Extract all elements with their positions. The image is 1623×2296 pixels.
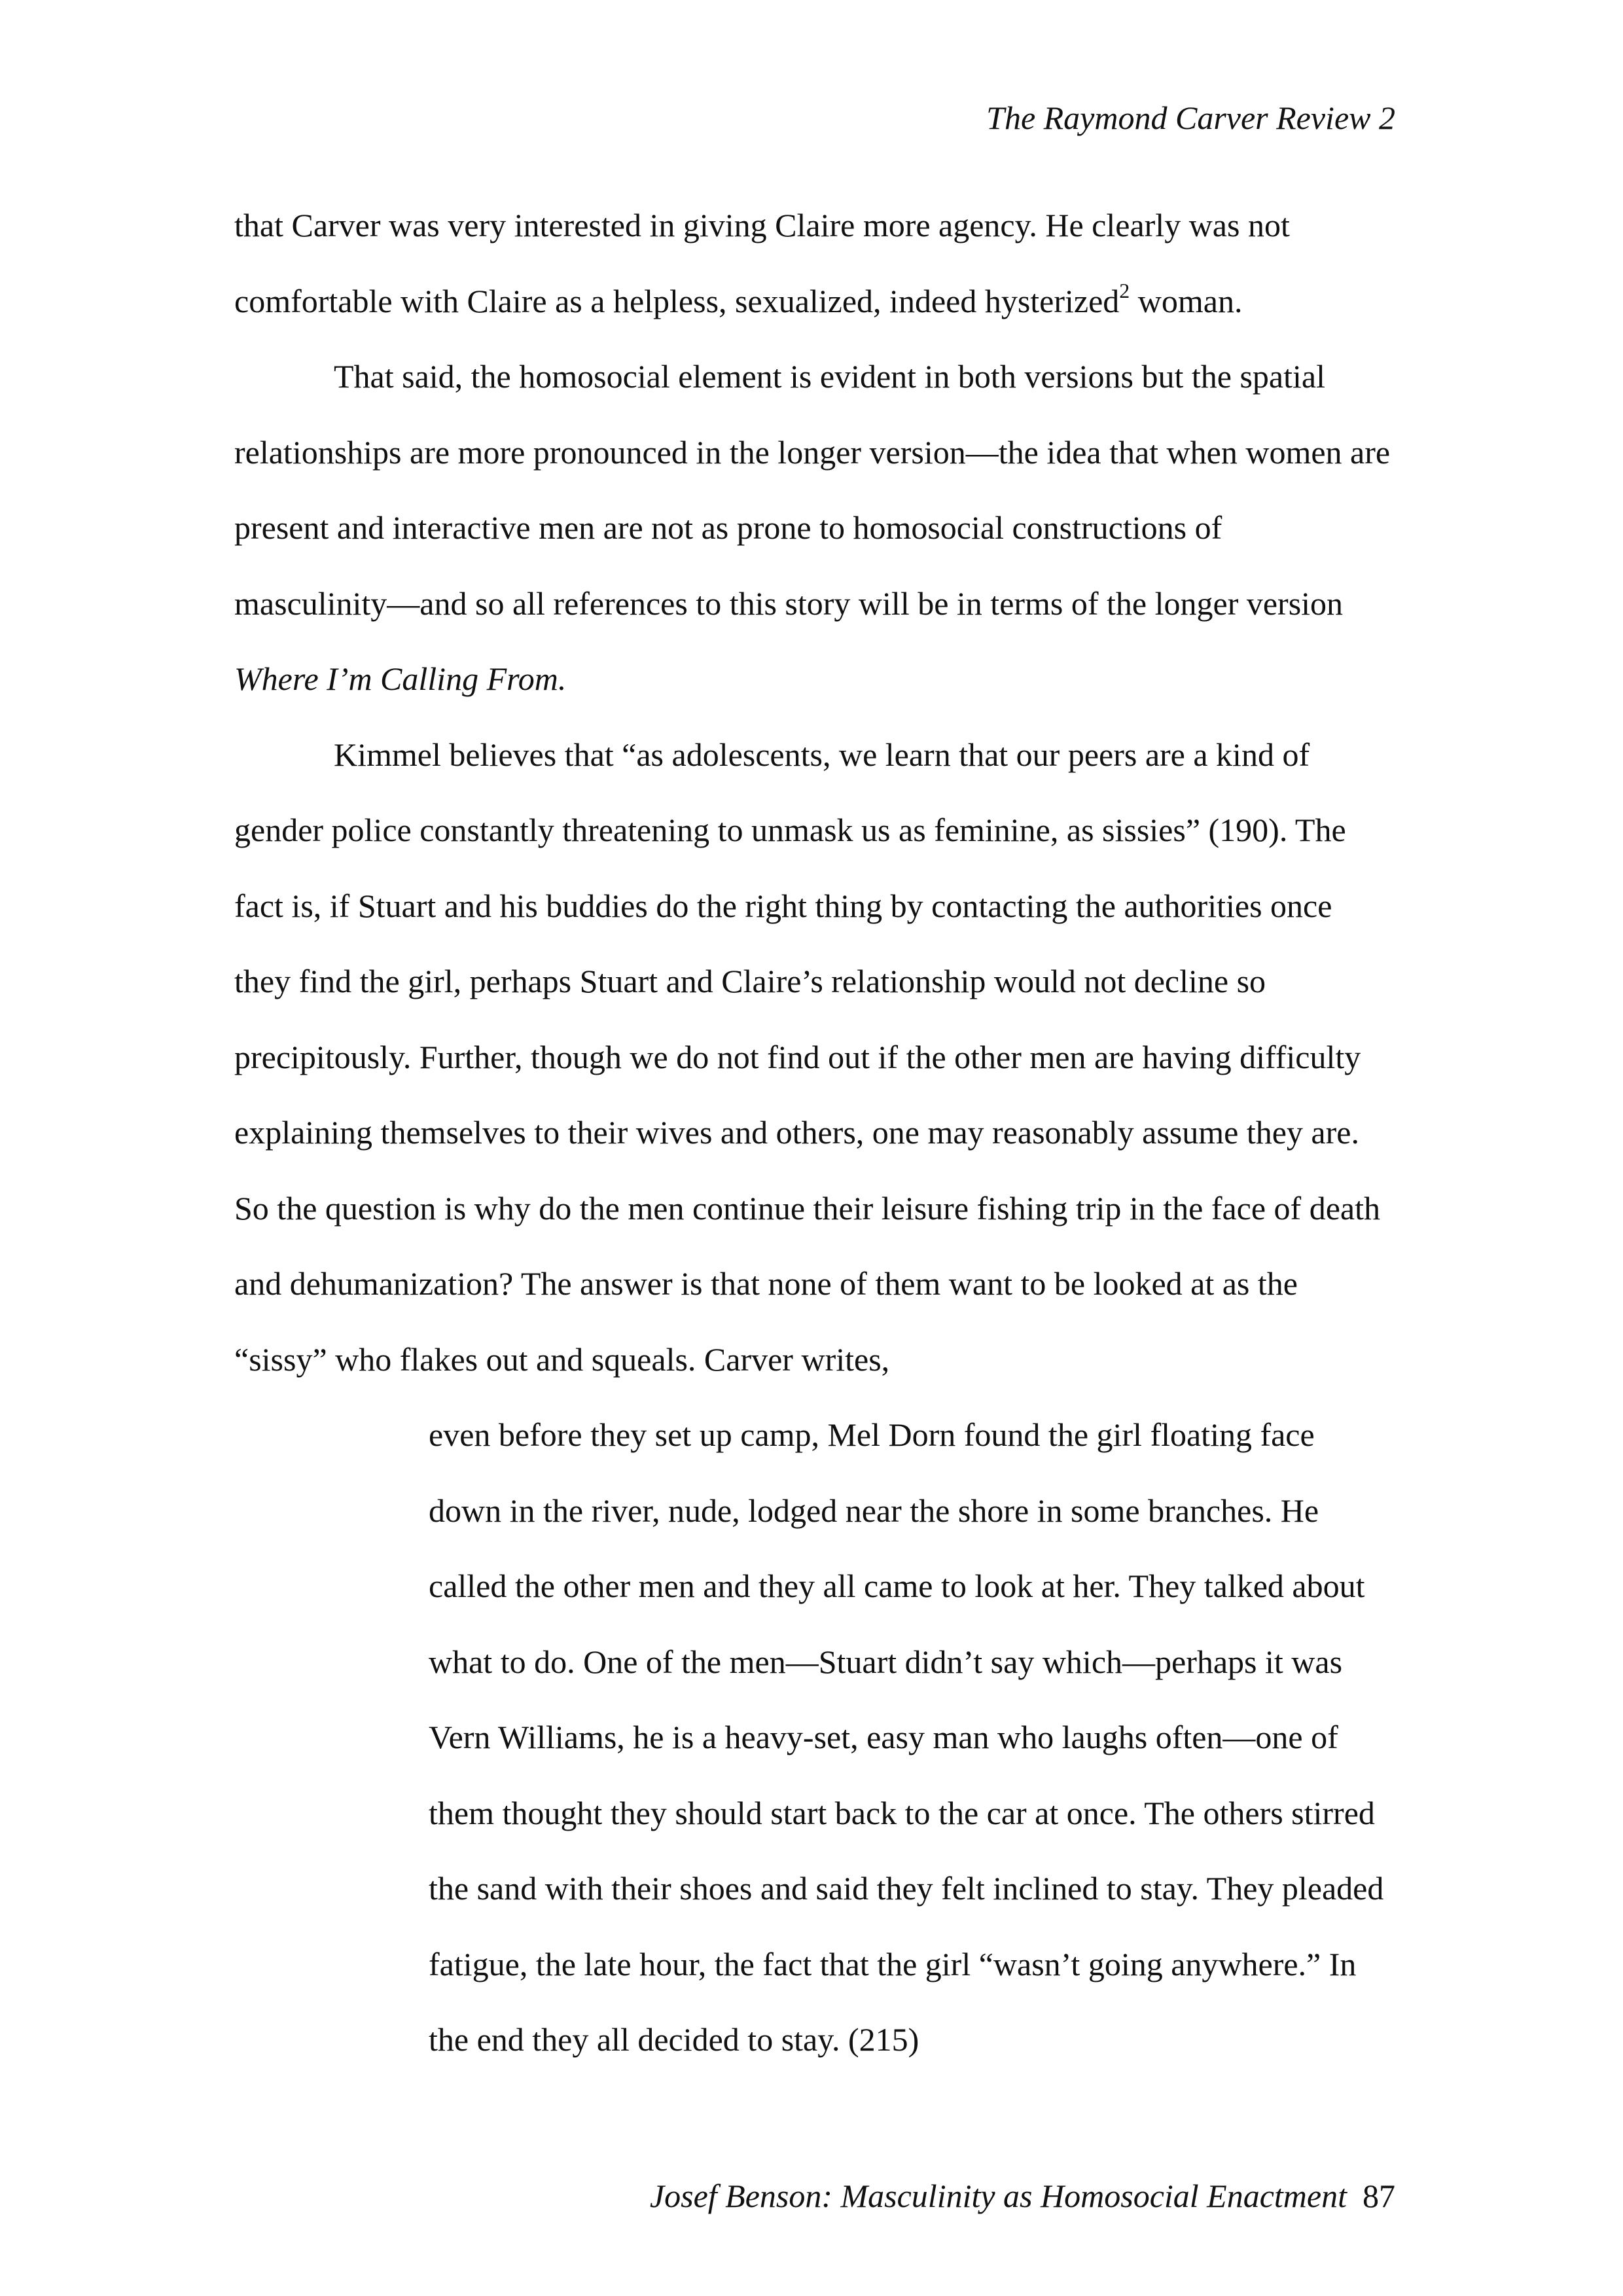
quote-line: what to do. One of the men—Stuart didn’t say which—perhaps it was — [429, 1643, 1343, 1680]
quote-line: the sand with their shoes and said they felt inclined to stay. They pleaded — [429, 1870, 1384, 1907]
text-line: that Carver was very interested in giving Claire more agency. He clearly was not — [234, 207, 1290, 243]
text-line: So the question is why do the men continue their leisure fishing trip in the face of death — [234, 1189, 1380, 1227]
text-line: they find the girl, perhaps Stuart and Claire’s relationship would not decline so — [234, 963, 1266, 999]
quote-line: fatigue, the late hour, the fact that the girl “wasn’t going anywhere.” In — [429, 1945, 1357, 1982]
quote-line: them thought they should start back to the car at once. The others stirred — [429, 1794, 1375, 1831]
paragraph — [234, 730, 1412, 1410]
footer-article-title: Josef Benson: Masculinity as Homosocial Enactment — [649, 2178, 1347, 2214]
text-line: explaining themselves to their wives and others, one may reasonably assume they are. — [234, 1114, 1359, 1151]
text-segment: comfortable with Claire as a helpless, sexualized, indeed hysterized — [234, 282, 1120, 319]
body-text — [234, 200, 1412, 2090]
text-line: masculinity—and so all references to this story will be in terms of the longer version — [234, 584, 1344, 622]
text-segment: woman. — [1130, 282, 1243, 319]
text-line: gender police constantly threatening to unmask us as feminine, as sissies” (190). The — [234, 812, 1346, 848]
text-line: present and interactive men are not as prone to homosocial constructions of — [234, 509, 1222, 546]
page-number: 87 — [1363, 2178, 1395, 2214]
quote-line: down in the river, nude, lodged near the shore in some branches. He — [429, 1492, 1319, 1529]
running-header: The Raymond Carver Review 2 — [986, 99, 1395, 136]
text-line: Kimmel believes that “as adolescents, we learn that our peers are a kind of — [334, 736, 1310, 773]
footnote-marker[interactable]: 2 — [1119, 278, 1130, 302]
block-quote — [234, 1410, 1412, 2090]
text-line: “sissy” who flakes out and squeals. Carver writes, — [234, 1340, 890, 1378]
text-line: fact is, if Stuart and his buddies do the right thing by contacting the authorities once — [234, 887, 1332, 924]
quote-line: even before they set up camp, Mel Dorn found the girl floating face — [429, 1416, 1315, 1453]
text-line: That said, the homosocial element is evident in both versions but the spatial — [334, 358, 1325, 395]
text-line: precipitously. Further, though we do not find out if the other men are having difficulty — [234, 1038, 1361, 1075]
quote-line: Vern Williams, he is a heavy-set, easy man who laughs often—one of — [429, 1719, 1338, 1755]
quote-line: called the other men and they all came to look at her. They talked about — [429, 1568, 1365, 1604]
quote-line: the end they all decided to stay. (215) — [429, 2021, 919, 2058]
text-line: relationships are more pronounced in the longer version—the idea that when women are — [234, 433, 1391, 471]
paragraph — [234, 351, 1412, 730]
text-line — [234, 276, 1412, 352]
paragraph — [234, 200, 1412, 351]
running-footer — [650, 2171, 1395, 2221]
text-line: and dehumanization? The answer is that none of them want to be looked at as the — [234, 1265, 1298, 1302]
book-title: Where I’m Calling From. — [234, 660, 567, 697]
